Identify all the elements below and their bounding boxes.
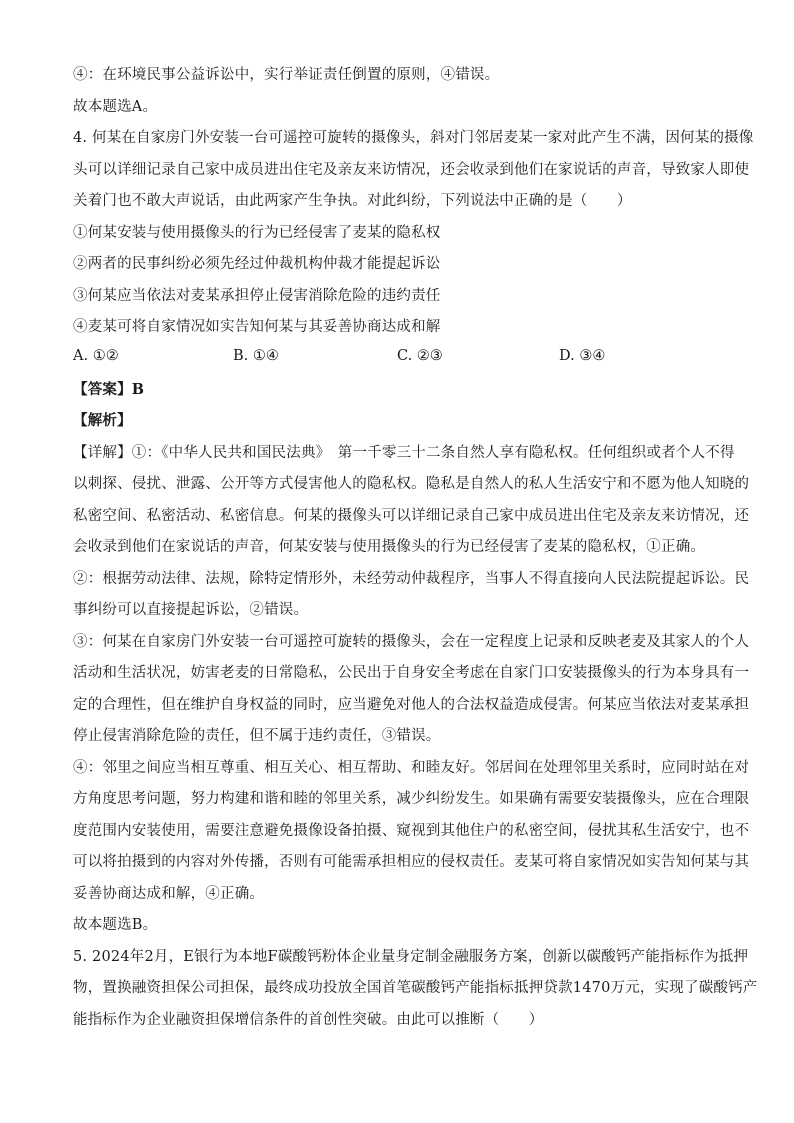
q4-statement-2: ②两者的民事纠纷必须先经过仲裁机构仲裁才能提起诉讼: [73, 256, 441, 272]
analysis-line: 事纠纷可以直接提起诉讼，②错误。: [73, 602, 309, 618]
analysis-line: 会收录到他们在家说话的声音，何某安装与使用摄像头的行为已经侵害了麦某的隐私权，①正确。: [73, 539, 706, 555]
answer-label: 【答案】B: [73, 381, 145, 398]
q4-stem-line2: 头可以详细记录自己家中成员进出住宅及亲友来访情况，还会收录到他们在家说话的声音，导致家人即使: [73, 162, 750, 178]
q5-stem-line2: 物，置换融资担保公司担保，最终成功投放全国首笔碳酸钙产能指标抵押贷款1470万元，实现了碳酸钙产: [73, 980, 758, 996]
q5-stem-line1: 5. 2024年2月，E银行为本地F碳酸钙粉体企业量身定制金融服务方案，创新以碳酸钙产能指标作为抵押: [73, 949, 749, 965]
analysis-line: ④：邻里之间应当相互尊重、相互关心、相互帮助、和睦友好。邻居间在处理邻里关系时，应同时站在对: [73, 760, 750, 776]
analysis-line: 方角度思考问题，努力构建和谐和睦的邻里关系，减少纠纷发生。如果确有需要安装摄像头，应在合理限: [73, 791, 750, 807]
analysis-line: ②：根据劳动法律、法规，除特定情形外，未经劳动仲裁程序，当事人不得直接向人民法院提起诉讼。民: [73, 571, 750, 587]
q4-option-c: C. ②③: [397, 348, 443, 364]
q4-option-a: A. ①②: [73, 348, 119, 364]
q4-statement-4: ④麦某可将自家情况如实告知何某与其妥善协商达成和解: [73, 319, 441, 335]
q3-conclusion: 故本题选A。: [73, 99, 158, 115]
analysis-line: 活动和生活状况，妨害老麦的日常隐私，公民出于自身安全考虑在自家门口安装摄像头的行为本身具有一: [73, 665, 750, 681]
q4-statement-3: ③何某应当依法对麦某承担停止侵害消除危险的违约责任: [73, 288, 441, 304]
q4-options: [73, 348, 733, 368]
q5-stem-line3: 能指标作为企业融资担保增信条件的首创性突破。由此可以推断（ ）: [73, 1012, 544, 1028]
q4-option-b: B. ①④: [233, 348, 279, 364]
q4-stem-line1: 4. 何某在自家房门外安装一台可遥控可旋转的摄像头，斜对门邻居麦某一家对此产生不满，因何某的摄像: [73, 130, 754, 146]
analysis-line: ③：何某在自家房门外安装一台可遥控可旋转的摄像头，会在一定程度上记录和反映老麦及其家人的个人: [73, 634, 750, 650]
analysis-line: 以刺探、侵扰、泄露、公开等方式侵害他人的隐私权。隐私是自然人的私人生活安宁和不愿为他人知晓的: [73, 476, 750, 492]
analysis-line: 可以将拍摄到的内容对外传播，否则有可能需承担相应的侵权责任。麦某可将自家情况如实告知何某与其: [73, 854, 750, 870]
q4-conclusion: 故本题选B。: [73, 917, 158, 933]
analysis-label: 【解析】: [73, 412, 132, 429]
analysis-line: 度范围内安装使用，需要注意避免摄像设备拍摄、窥视到其他住户的私密空间，侵扰其私生活安宁，也不: [73, 823, 750, 839]
analysis-line: 停止侵害消除危险的责任，但不属于违约责任，③错误。: [73, 728, 441, 744]
q4-statement-1: ①何某安装与使用摄像头的行为已经侵害了麦某的隐私权: [73, 225, 441, 241]
analysis-line: 妥善协商达成和解，④正确。: [73, 886, 265, 902]
q4-option-d: D. ③④: [559, 348, 606, 364]
analysis-line: 【详解】①：《中华人民共和国民法典》 第一千零三十二条自然人享有隐私权。任何组织或者个人不得: [73, 445, 735, 461]
q3-option4-analysis: ④：在环境民事公益诉讼中，实行举证责任倒置的原则，④错误。: [73, 67, 500, 83]
analysis-line: 定的合理性，但在维护自身权益的同时，应当避免对他人的合法权益造成侵害。何某应当依法对麦某承担: [73, 697, 750, 713]
q4-stem-line3: 关着门也不敢大声说话，由此两家产生争执。对此纠纷，下列说法中正确的是（ ）: [73, 193, 632, 209]
analysis-line: 私密空间、私密活动、私密信息。何某的摄像头可以详细记录自己家中成员进出住宅及亲友来访情况，还: [73, 508, 750, 524]
